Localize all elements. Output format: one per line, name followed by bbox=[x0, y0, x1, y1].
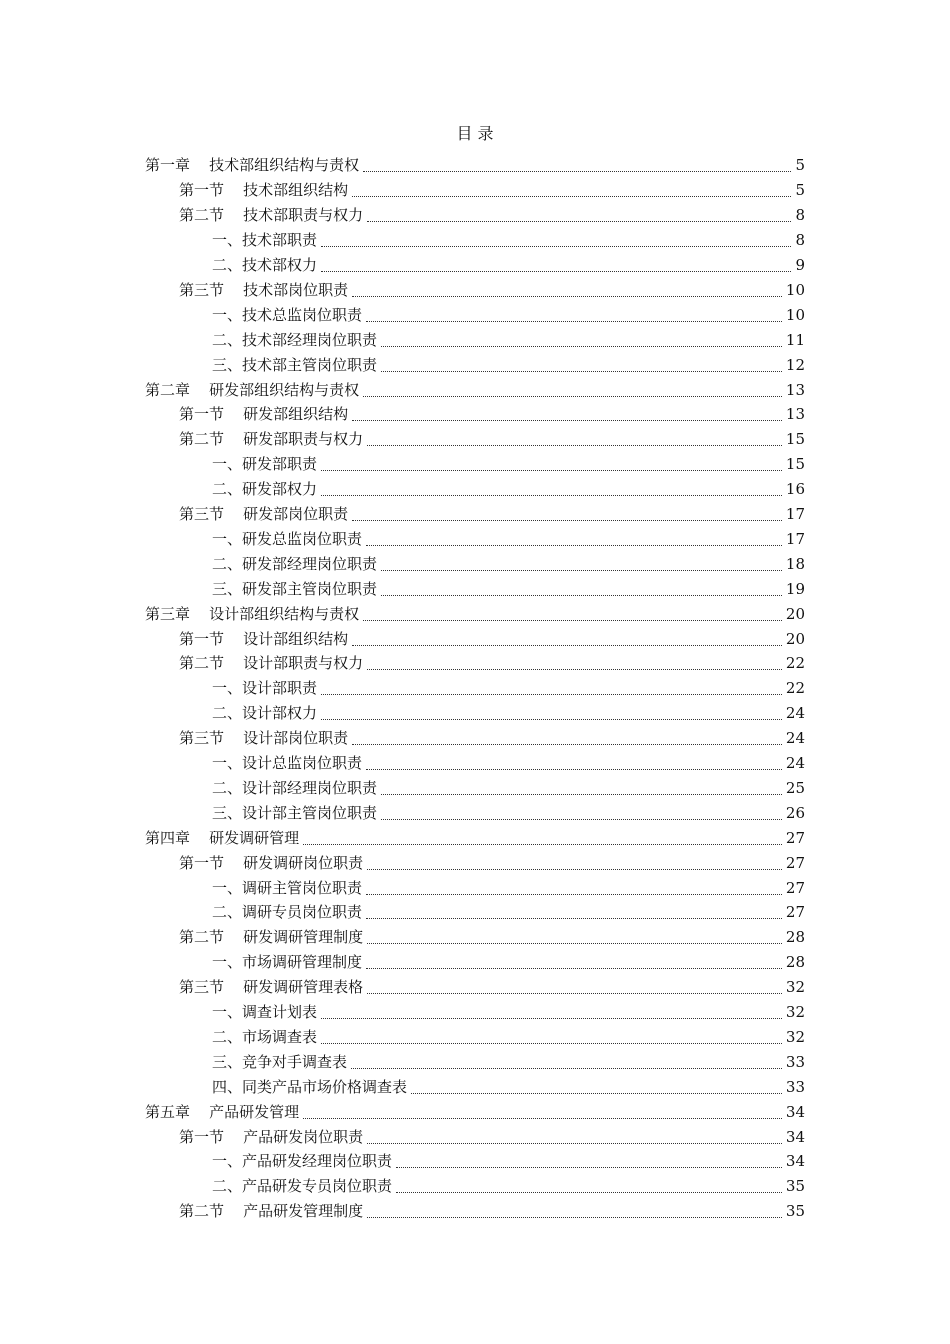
toc-entry-page-number: 15 bbox=[785, 455, 805, 474]
toc-entry-label: 第二章 研发部组织结构与责权 bbox=[145, 380, 360, 399]
toc-entry-label: 二、产品研发专员岗位职责 bbox=[212, 1177, 393, 1196]
toc-entry-page-number: 20 bbox=[785, 604, 805, 623]
toc-entry[interactable] bbox=[0, 1000, 950, 1025]
toc-entry[interactable] bbox=[0, 925, 950, 950]
toc-entry[interactable] bbox=[0, 452, 950, 477]
dot-leader bbox=[321, 270, 791, 272]
toc-entry[interactable] bbox=[0, 427, 950, 452]
toc-entry[interactable] bbox=[0, 527, 950, 552]
toc-entry-label: 第四章 研发调研管理 bbox=[145, 828, 300, 847]
dot-leader bbox=[321, 693, 782, 695]
dot-leader bbox=[367, 444, 782, 446]
toc-entry[interactable] bbox=[0, 278, 950, 303]
dot-leader bbox=[321, 469, 782, 471]
toc-entry[interactable] bbox=[0, 1149, 950, 1174]
toc-entry-page-number: 27 bbox=[785, 828, 805, 847]
dot-leader bbox=[352, 419, 782, 421]
toc-entry-label: 四、同类产品市场价格调查表 bbox=[212, 1077, 408, 1096]
toc-entry[interactable] bbox=[0, 800, 950, 825]
dot-leader bbox=[303, 843, 782, 845]
toc-title: 目 录 bbox=[456, 124, 494, 143]
toc-entry-page-number: 27 bbox=[785, 853, 805, 872]
toc-entry[interactable] bbox=[0, 551, 950, 576]
toc-entry-page-number: 5 bbox=[795, 181, 805, 200]
toc-entry-page-number: 9 bbox=[795, 256, 805, 275]
toc-entry-page-number: 35 bbox=[785, 1177, 805, 1196]
toc-entry-label: 二、技术部经理岗位职责 bbox=[212, 330, 378, 349]
toc-entry-page-number: 19 bbox=[785, 579, 805, 598]
toc-entry[interactable] bbox=[0, 153, 950, 178]
toc-entry-label: 一、调研主管岗位职责 bbox=[212, 878, 363, 897]
toc-entry-label: 三、设计部主管岗位职责 bbox=[212, 803, 378, 822]
dot-leader bbox=[321, 1042, 782, 1044]
toc-entry-label: 第一章 技术部组织结构与责权 bbox=[145, 156, 360, 175]
toc-entry[interactable] bbox=[0, 1124, 950, 1149]
dot-leader bbox=[381, 569, 782, 571]
toc-entry-page-number: 27 bbox=[785, 878, 805, 897]
toc-entry[interactable] bbox=[0, 850, 950, 875]
toc-entry-page-number: 5 bbox=[795, 156, 805, 175]
toc-entry-label: 一、研发总监岗位职责 bbox=[212, 529, 363, 548]
toc-entry-label: 第二节 研发部职责与权力 bbox=[179, 430, 364, 449]
toc-entry[interactable] bbox=[0, 975, 950, 1000]
toc-entry[interactable] bbox=[0, 377, 950, 402]
toc-entry[interactable] bbox=[0, 950, 950, 975]
toc-entry-label: 二、研发部经理岗位职责 bbox=[212, 554, 378, 573]
dot-leader bbox=[321, 1017, 782, 1019]
toc-entry-page-number: 13 bbox=[785, 380, 805, 399]
dot-leader bbox=[321, 718, 782, 720]
dot-leader bbox=[367, 992, 782, 994]
toc-entry-label: 二、技术部权力 bbox=[212, 256, 318, 275]
dot-leader bbox=[381, 818, 782, 820]
toc-entry-page-number: 17 bbox=[785, 529, 805, 548]
toc-entry[interactable] bbox=[0, 601, 950, 626]
toc-entry-label: 第三节 研发部岗位职责 bbox=[179, 505, 349, 524]
toc-entry-page-number: 11 bbox=[785, 330, 805, 349]
toc-entry[interactable] bbox=[0, 701, 950, 726]
toc-entry[interactable] bbox=[0, 651, 950, 676]
dot-leader bbox=[367, 1216, 782, 1218]
dot-leader bbox=[366, 917, 782, 919]
toc-entry-page-number: 25 bbox=[785, 778, 805, 797]
dot-leader bbox=[363, 170, 791, 172]
toc-entry-page-number: 8 bbox=[795, 206, 805, 225]
dot-leader bbox=[366, 320, 782, 322]
toc-entry-page-number: 28 bbox=[785, 928, 805, 947]
toc-entry[interactable] bbox=[0, 352, 950, 377]
dot-leader bbox=[396, 1166, 782, 1168]
toc-entry[interactable] bbox=[0, 1074, 950, 1099]
toc-entry-page-number: 10 bbox=[785, 280, 805, 299]
toc-entry-label: 第五章 产品研发管理 bbox=[145, 1102, 300, 1121]
toc-entry-label: 第二节 设计部职责与权力 bbox=[179, 654, 364, 673]
toc-entry-label: 第三节 研发调研管理表格 bbox=[179, 978, 364, 997]
toc-entry[interactable] bbox=[0, 302, 950, 327]
toc-entry-label: 第三节 设计部岗位职责 bbox=[179, 729, 349, 748]
toc-entry-label: 一、设计总监岗位职责 bbox=[212, 754, 363, 773]
dot-leader bbox=[381, 793, 782, 795]
toc-entry-label: 一、调查计划表 bbox=[212, 1003, 318, 1022]
toc-entry-page-number: 32 bbox=[785, 1027, 805, 1046]
dot-leader bbox=[367, 668, 782, 670]
toc-entry-label: 一、技术部职责 bbox=[212, 231, 318, 250]
dot-leader bbox=[367, 1142, 782, 1144]
toc-entry-page-number: 16 bbox=[785, 480, 805, 499]
toc-entry-label: 第二节 产品研发管理制度 bbox=[179, 1202, 364, 1221]
dot-leader bbox=[367, 868, 782, 870]
dot-leader bbox=[321, 245, 791, 247]
toc-entry[interactable] bbox=[0, 576, 950, 601]
toc-entry-page-number: 20 bbox=[785, 629, 805, 648]
toc-entry-page-number: 22 bbox=[785, 654, 805, 673]
dot-leader bbox=[321, 494, 782, 496]
toc-entry[interactable] bbox=[0, 875, 950, 900]
toc-entry-page-number: 17 bbox=[785, 505, 805, 524]
dot-leader bbox=[411, 1092, 782, 1094]
toc-entry-page-number: 22 bbox=[785, 679, 805, 698]
toc-entry-label: 第三节 技术部岗位职责 bbox=[179, 280, 349, 299]
toc-entry-page-number: 33 bbox=[785, 1052, 805, 1071]
toc-entry-label: 三、技术部主管岗位职责 bbox=[212, 355, 378, 374]
toc-entry-label: 三、竞争对手调查表 bbox=[212, 1052, 348, 1071]
toc-entry[interactable] bbox=[0, 477, 950, 502]
dot-leader bbox=[366, 544, 782, 546]
toc-entry[interactable] bbox=[0, 1049, 950, 1074]
toc-entry[interactable] bbox=[0, 1174, 950, 1199]
toc-entry[interactable] bbox=[0, 726, 950, 751]
dot-leader bbox=[363, 619, 782, 621]
toc-entry-label: 三、研发部主管岗位职责 bbox=[212, 579, 378, 598]
toc-entry-page-number: 12 bbox=[785, 355, 805, 374]
toc-entry-label: 第一节 研发部组织结构 bbox=[179, 405, 349, 424]
toc-entry-page-number: 8 bbox=[795, 231, 805, 250]
toc-entry-page-number: 15 bbox=[785, 430, 805, 449]
toc-entry-page-number: 27 bbox=[785, 903, 805, 922]
toc-entry-page-number: 26 bbox=[785, 803, 805, 822]
toc-entry[interactable] bbox=[0, 776, 950, 801]
toc-entry-page-number: 33 bbox=[785, 1077, 805, 1096]
toc-entry-page-number: 34 bbox=[785, 1102, 805, 1121]
dot-leader bbox=[352, 195, 791, 197]
toc-entry-label: 第三章 设计部组织结构与责权 bbox=[145, 604, 360, 623]
toc-entry[interactable] bbox=[0, 1099, 950, 1124]
toc-entry-label: 第一节 技术部组织结构 bbox=[179, 181, 349, 200]
dot-leader bbox=[381, 594, 782, 596]
toc-entry[interactable] bbox=[0, 676, 950, 701]
toc-entry-page-number: 32 bbox=[785, 978, 805, 997]
toc-entry[interactable] bbox=[0, 402, 950, 427]
dot-leader bbox=[352, 743, 782, 745]
toc-entry[interactable] bbox=[0, 1025, 950, 1050]
toc-entry-label: 第二节 技术部职责与权力 bbox=[179, 206, 364, 225]
toc-entry[interactable] bbox=[0, 178, 950, 203]
toc-entry-label: 二、市场调查表 bbox=[212, 1027, 318, 1046]
toc-entry-label: 第一节 研发调研岗位职责 bbox=[179, 853, 364, 872]
dot-leader bbox=[396, 1191, 782, 1193]
toc-entry-page-number: 24 bbox=[785, 704, 805, 723]
toc-entry-label: 一、技术总监岗位职责 bbox=[212, 305, 363, 324]
toc-entry[interactable] bbox=[0, 900, 950, 925]
dot-leader bbox=[367, 220, 791, 222]
toc-entry[interactable] bbox=[0, 253, 950, 278]
toc-entry[interactable] bbox=[0, 751, 950, 776]
toc-entry-label: 一、产品研发经理岗位职责 bbox=[212, 1152, 393, 1171]
toc-entry-page-number: 13 bbox=[785, 405, 805, 424]
dot-leader bbox=[363, 395, 782, 397]
toc-entry-page-number: 10 bbox=[785, 305, 805, 324]
dot-leader bbox=[303, 1117, 782, 1119]
toc-entry-label: 二、设计部经理岗位职责 bbox=[212, 778, 378, 797]
toc-entry[interactable] bbox=[0, 825, 950, 850]
toc-entry-label: 一、设计部职责 bbox=[212, 679, 318, 698]
dot-leader bbox=[366, 893, 782, 895]
toc-entry-label: 二、设计部权力 bbox=[212, 704, 318, 723]
toc-entry-label: 二、调研专员岗位职责 bbox=[212, 903, 363, 922]
toc-entry-page-number: 34 bbox=[785, 1127, 805, 1146]
toc-entry[interactable] bbox=[0, 502, 950, 527]
toc-entry-label: 一、研发部职责 bbox=[212, 455, 318, 474]
toc-entry-page-number: 32 bbox=[785, 1003, 805, 1022]
toc-entry-page-number: 34 bbox=[785, 1152, 805, 1171]
dot-leader bbox=[381, 370, 782, 372]
toc-entry-page-number: 24 bbox=[785, 729, 805, 748]
toc-entry-page-number: 24 bbox=[785, 754, 805, 773]
toc-entry-label: 二、研发部权力 bbox=[212, 480, 318, 499]
toc-entry[interactable] bbox=[0, 327, 950, 352]
dot-leader bbox=[366, 967, 782, 969]
toc-entry-label: 第一节 产品研发岗位职责 bbox=[179, 1127, 364, 1146]
toc-entry-page-number: 28 bbox=[785, 953, 805, 972]
dot-leader bbox=[351, 1067, 782, 1069]
dot-leader bbox=[352, 644, 782, 646]
dot-leader bbox=[352, 519, 782, 521]
toc-entry-label: 第一节 设计部组织结构 bbox=[179, 629, 349, 648]
toc-entry-label: 第二节 研发调研管理制度 bbox=[179, 928, 364, 947]
dot-leader bbox=[381, 345, 782, 347]
dot-leader bbox=[366, 768, 782, 770]
toc-entry-page-number: 18 bbox=[785, 554, 805, 573]
toc-entry-label: 一、市场调研管理制度 bbox=[212, 953, 363, 972]
toc-entry[interactable] bbox=[0, 203, 950, 228]
dot-leader bbox=[352, 295, 782, 297]
toc-entry[interactable] bbox=[0, 228, 950, 253]
toc-entry[interactable] bbox=[0, 626, 950, 651]
dot-leader bbox=[367, 942, 782, 944]
toc-entry[interactable] bbox=[0, 1199, 950, 1224]
toc-entry-page-number: 35 bbox=[785, 1202, 805, 1221]
